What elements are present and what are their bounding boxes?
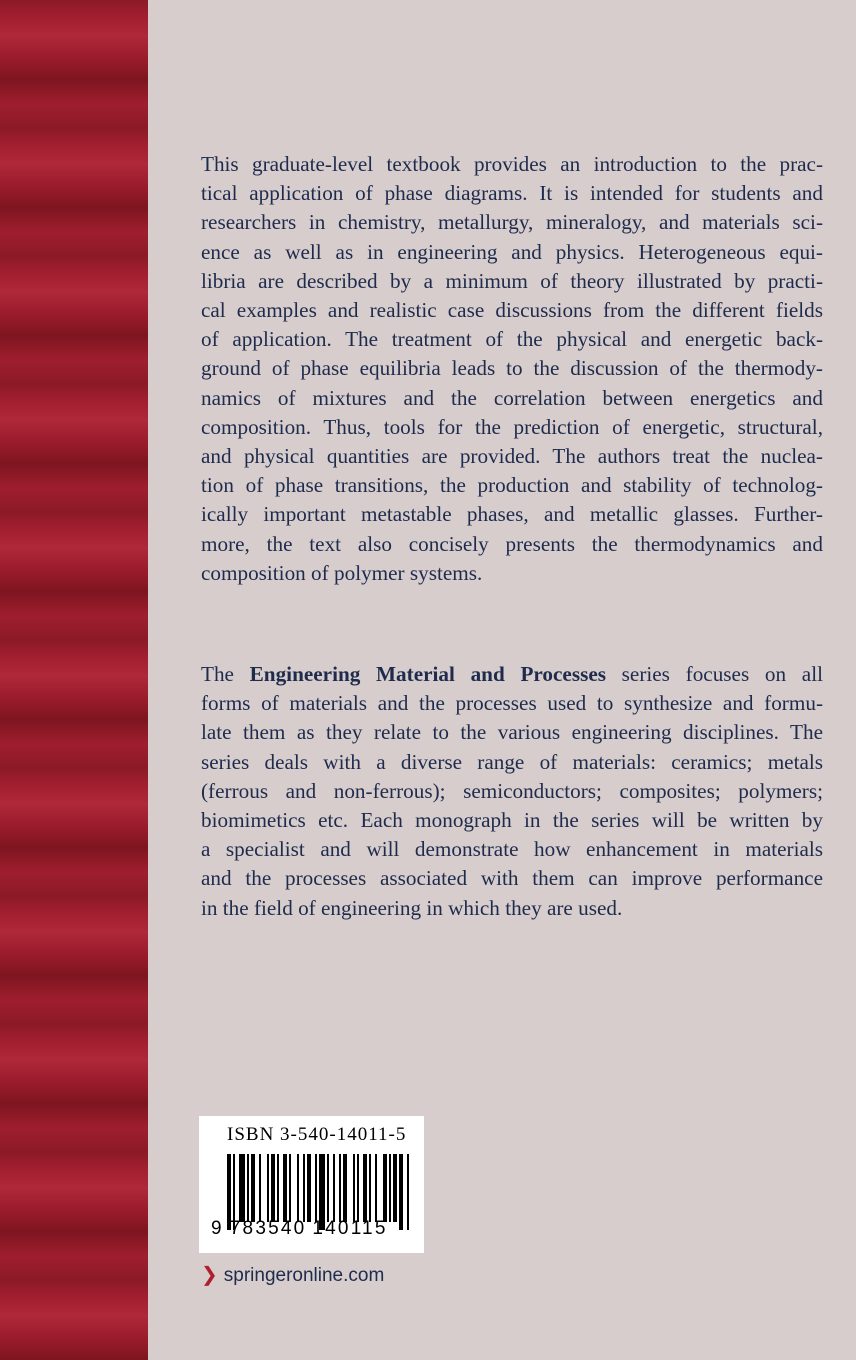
description-line: ground of phase equilibria leads to the discussion of the thermody- xyxy=(201,356,823,381)
barcode-bar xyxy=(297,1154,299,1222)
isbn-barcode-block xyxy=(199,1116,424,1253)
chevron-right-icon: ❯ xyxy=(201,1264,218,1286)
barcode-bar xyxy=(277,1154,279,1222)
barcode-bar xyxy=(393,1154,397,1222)
series-first-line xyxy=(201,660,823,689)
website-url: springeronline.com xyxy=(223,1265,385,1286)
barcode-bar xyxy=(339,1154,341,1222)
description-line: ence as well as in engineering and physics. Heterogeneous equi- xyxy=(201,239,823,264)
description-line: This graduate-level textbook provides an introduction to the prac- xyxy=(201,152,823,176)
series-prefix: The xyxy=(201,662,250,686)
publisher-website[interactable] xyxy=(201,1262,384,1287)
description-line: researchers in chemistry, metallurgy, mineralogy, and materials sci- xyxy=(201,210,823,235)
barcode-bar xyxy=(357,1154,359,1222)
series-line: forms of materials and the processes used to synthesize and formu- xyxy=(201,691,823,716)
series-line: in the field of engineering in which they are used. xyxy=(201,895,623,920)
barcode-bar xyxy=(363,1154,367,1222)
barcode-bar xyxy=(303,1154,305,1222)
description-line: tion of phase transitions, the production and stability of technolog- xyxy=(201,473,823,498)
barcode-digit-first: 9 xyxy=(211,1218,224,1239)
description-line: composition. Thus, tools for the prediction of energetic, structural, xyxy=(201,414,823,439)
series-line: late them as they relate to the various engineering disciplines. The xyxy=(201,720,823,745)
barcode-bar xyxy=(289,1154,291,1222)
barcode-bar xyxy=(239,1154,245,1222)
series-line: and the processes associated with them can improve performance xyxy=(201,866,823,891)
book-description xyxy=(201,150,823,588)
series-line: series deals with a diverse range of materials: ceramics; metals xyxy=(201,749,823,774)
barcode-bar xyxy=(389,1154,391,1222)
barcode-digits-left: 783540 xyxy=(229,1218,307,1239)
description-line: libria are described by a minimum of theory illustrated by practi- xyxy=(201,268,823,293)
barcode-bar xyxy=(333,1154,335,1222)
series-first-line-rest: series focuses on all xyxy=(605,662,823,686)
barcode-bar xyxy=(271,1154,275,1222)
barcode-digits-right: 140115 xyxy=(312,1218,388,1239)
description-line: and physical quantities are provided. The authors treat the nuclea- xyxy=(201,444,823,469)
description-line: composition of polymer systems. xyxy=(201,560,483,585)
barcode-bar xyxy=(315,1154,317,1222)
barcode-digits xyxy=(211,1218,416,1240)
barcode-bar xyxy=(283,1154,287,1222)
barcode-bar xyxy=(343,1154,347,1222)
series-description xyxy=(201,660,823,923)
barcode-bar xyxy=(369,1154,371,1222)
barcode-bar xyxy=(307,1154,311,1222)
description-line: cal examples and realistic case discussions from the different fields xyxy=(201,298,823,323)
barcode-bar xyxy=(267,1154,269,1222)
series-line: biomimetics etc. Each monograph in the series will be written by xyxy=(201,808,823,833)
spine-band xyxy=(0,0,148,1360)
series-line: a specialist and will demonstrate how enhancement in materials xyxy=(201,837,823,862)
description-line: more, the text also concisely presents the thermodynamics and xyxy=(201,531,823,556)
description-line: tical application of phase diagrams. It is intended for students and xyxy=(201,181,823,206)
series-name: Engineering Material and Processes xyxy=(249,662,606,686)
barcode-bar xyxy=(375,1154,377,1222)
barcode-bar xyxy=(251,1154,255,1222)
barcode-bar xyxy=(353,1154,355,1222)
series-line: (ferrous and non-ferrous); semiconductors; composites; polymers; xyxy=(201,778,823,803)
description-line: namics of mixtures and the correlation between energetics and xyxy=(201,385,823,410)
description-line: of application. The treatment of the physical and energetic back- xyxy=(201,327,823,352)
isbn-label: ISBN 3-540-14011-5 xyxy=(227,1124,407,1145)
barcode-bar xyxy=(383,1154,387,1222)
description-line: ically important metastable phases, and metallic glasses. Further- xyxy=(201,502,823,527)
barcode-bar xyxy=(247,1154,249,1222)
barcode-bar xyxy=(259,1154,261,1222)
barcode-bar xyxy=(327,1154,329,1222)
